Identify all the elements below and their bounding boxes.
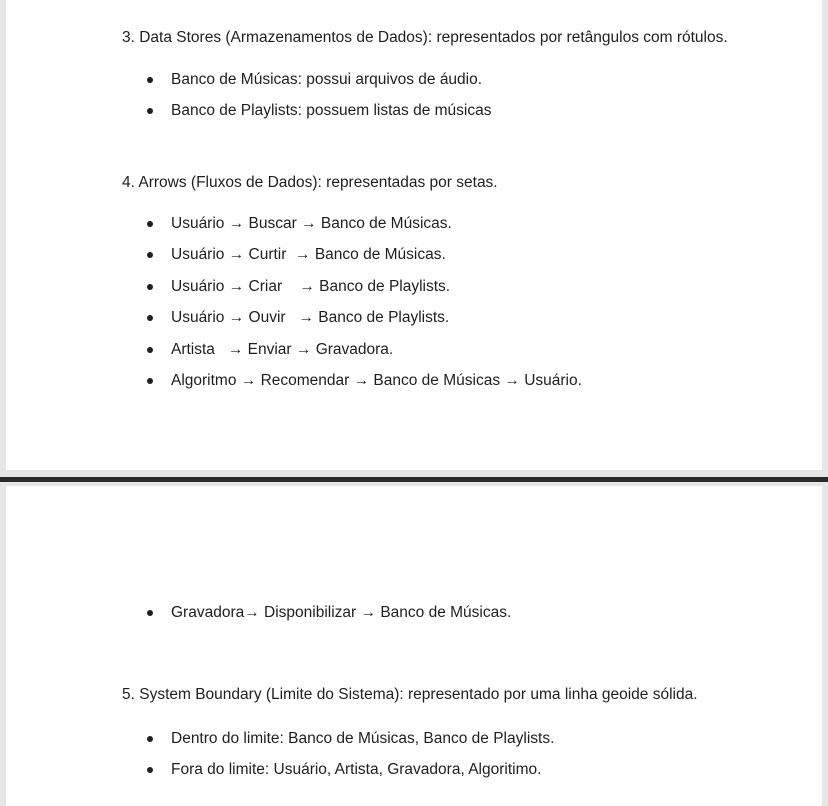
document-page-bottom [6, 486, 822, 806]
bullet-icon [147, 736, 153, 742]
section-4-item: Gravadora→ Disponibilizar → Banco de Músicas. [171, 604, 512, 621]
bullet-icon [147, 347, 153, 353]
bullet-icon [147, 108, 153, 114]
bullet-icon [147, 284, 153, 290]
section-5-title: 5. System Boundary (Limite do Sistema): representado por uma linha geoide sólida. [122, 686, 698, 703]
document-page-top [6, 0, 822, 470]
bullet-icon [147, 610, 153, 616]
section-4-item: Usuário → Curtir → Banco de Músicas. [171, 246, 446, 263]
section-5-item: Dentro do limite: Banco de Músicas, Banco de Playlists. [171, 730, 555, 747]
section-3-item: Banco de Músicas: possui arquivos de áudio. [171, 71, 483, 88]
section-4-item: Artista → Enviar → Gravadora. [171, 341, 394, 358]
bullet-icon [147, 77, 153, 83]
section-4-title: 4. Arrows (Fluxos de Dados): representadas por setas. [122, 174, 498, 191]
section-4-item: Usuário → Buscar → Banco de Músicas. [171, 215, 452, 232]
page-divider [0, 477, 828, 482]
section-4-item: Algoritmo → Recomendar → Banco de Músicas → Usuário. [171, 372, 582, 389]
bullet-icon [147, 221, 153, 227]
section-4-item: Usuário → Criar → Banco de Playlists. [171, 278, 451, 295]
bullet-icon [147, 252, 153, 258]
bullet-icon [147, 378, 153, 384]
section-3-item: Banco de Playlists: possuem listas de músicas [171, 102, 492, 119]
section-4-item: Usuário → Ouvir → Banco de Playlists. [171, 309, 450, 326]
section-3-title: 3. Data Stores (Armazenamentos de Dados): representados por retângulos com rótulos. [122, 29, 728, 46]
bullet-icon [147, 315, 153, 321]
bullet-icon [147, 767, 153, 773]
section-5-item: Fora do limite: Usuário, Artista, Gravadora, Algoritimo. [171, 761, 542, 778]
